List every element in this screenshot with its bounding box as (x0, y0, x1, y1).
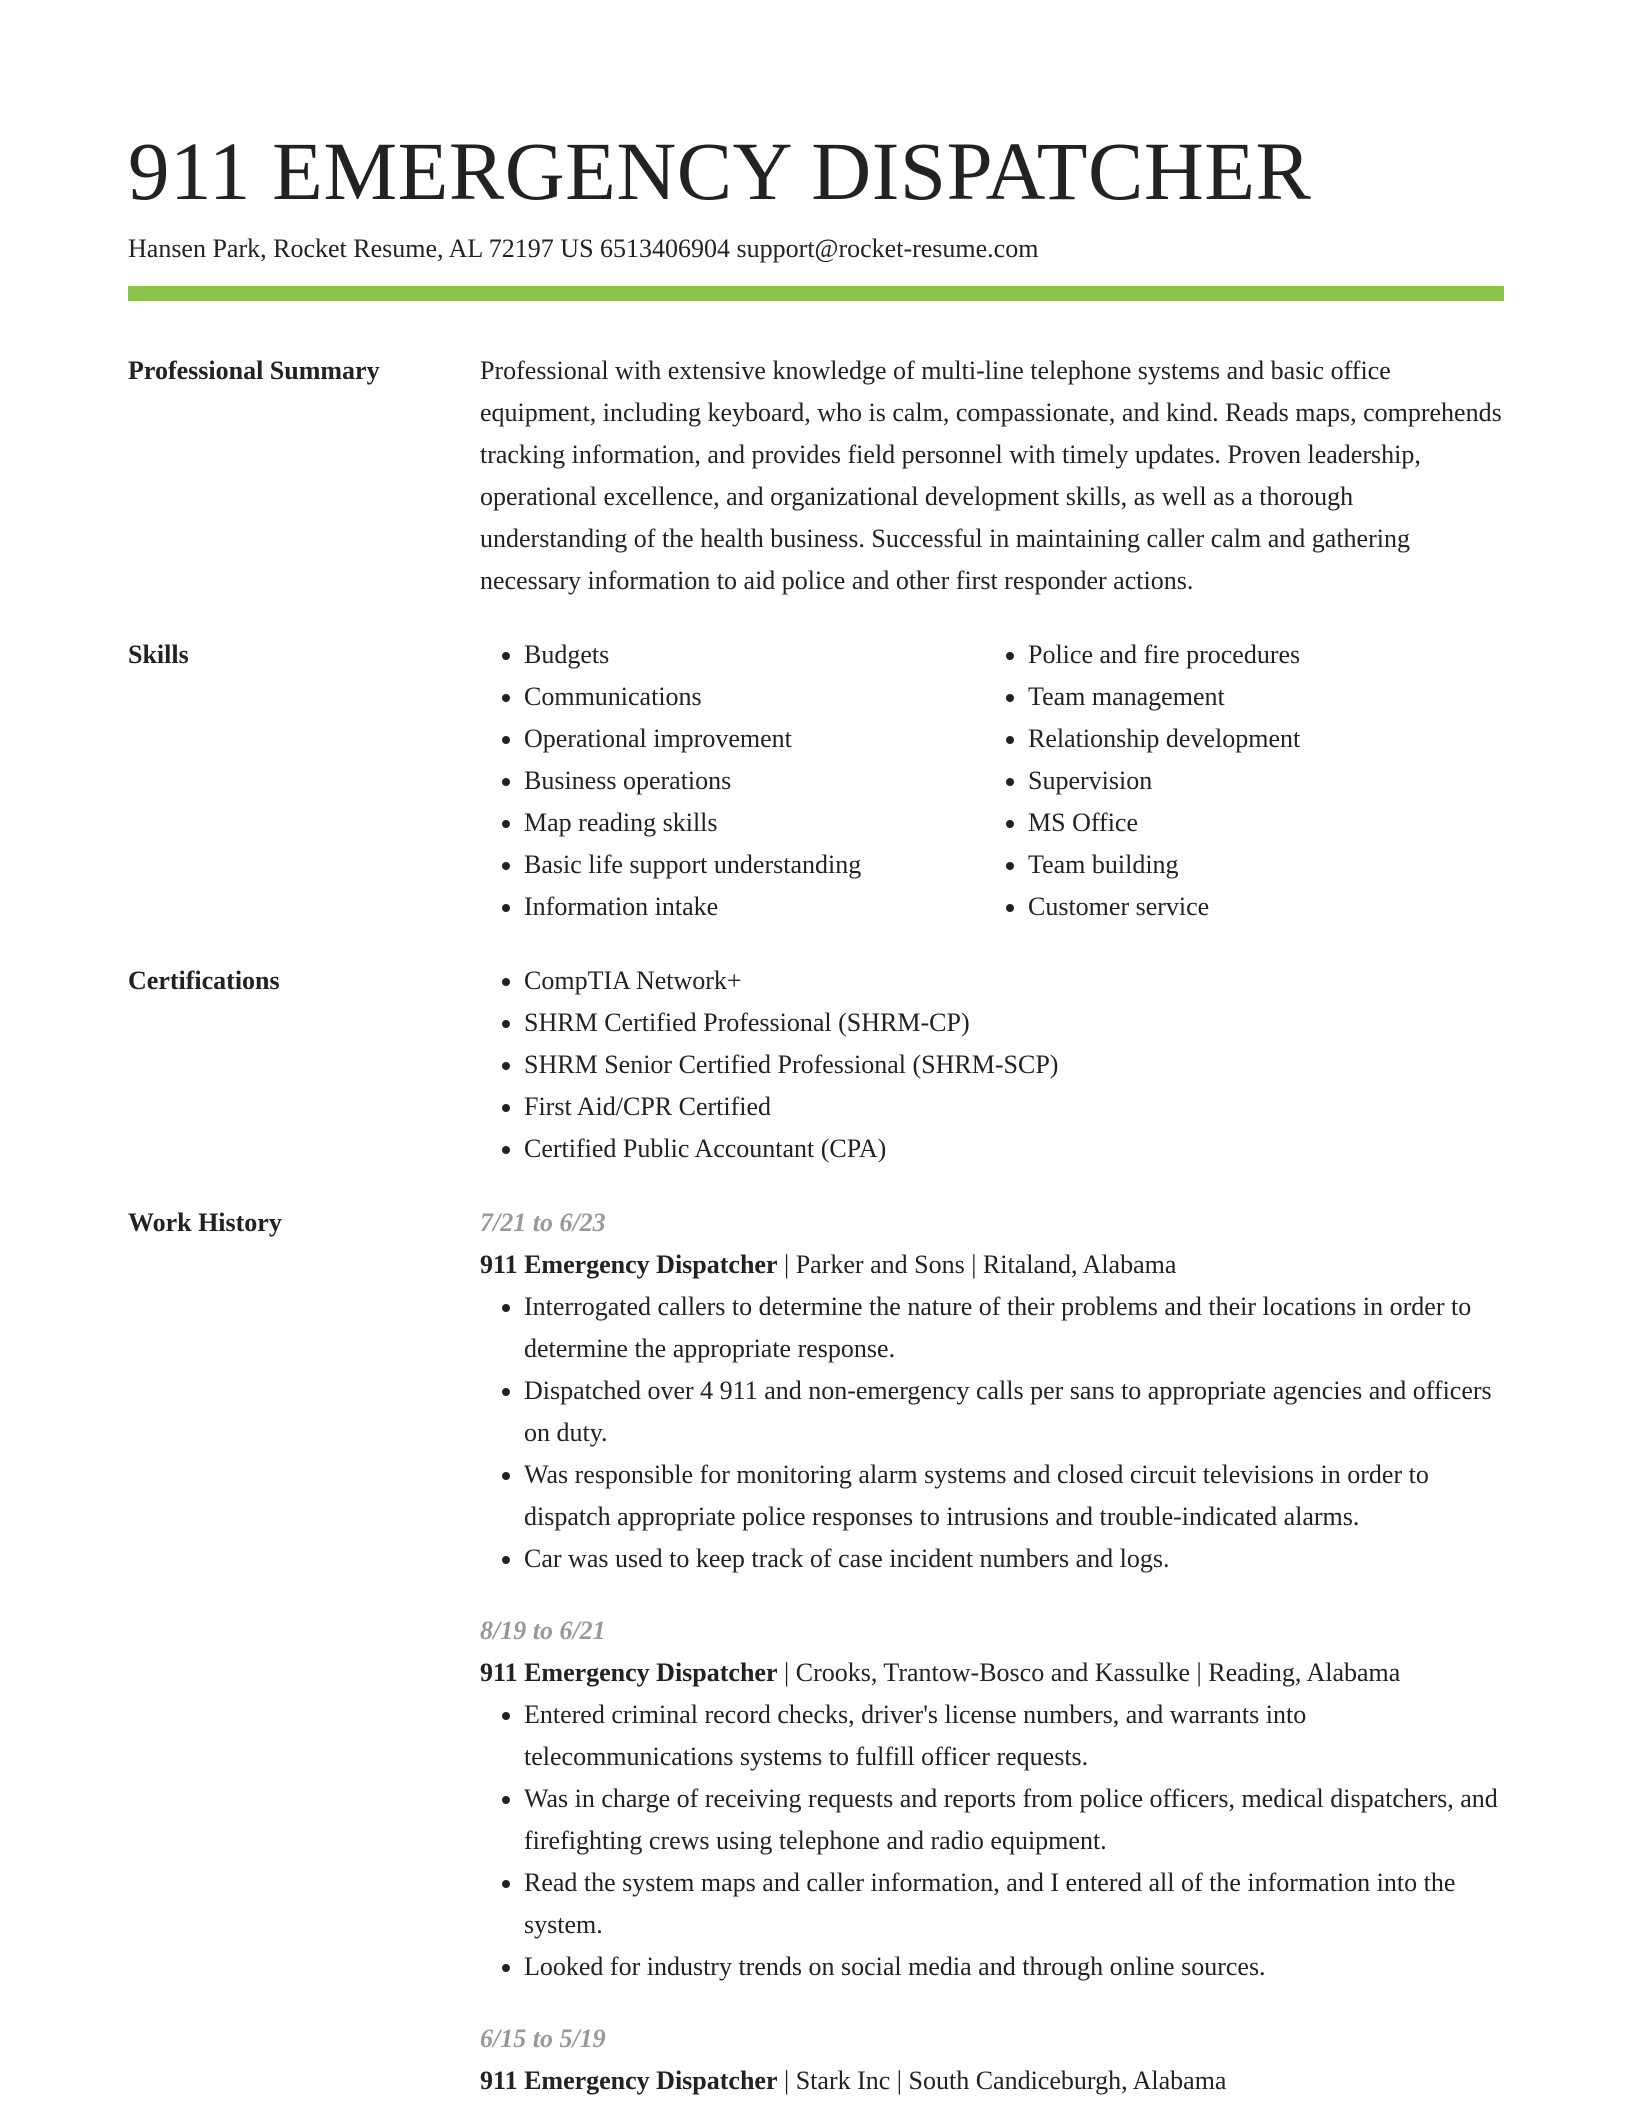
job-bullet: • Was responsible for monitoring alarm systems and closed circuit televisions in order to dispatch appropriate police responses to intrusions and trouble-indicated alarms. (524, 1454, 1504, 1538)
job-dates: 7/21 to 6/23 (480, 1208, 606, 1237)
accent-divider (128, 286, 1504, 301)
skill-item: • MS Office (1028, 802, 1528, 844)
skill-item: • Supervision (1028, 760, 1528, 802)
certification-item: • SHRM Senior Certified Professional (SHRM-SCP) (524, 1044, 1504, 1086)
skill-item: • Operational improvement (524, 718, 1024, 760)
certifications-list (480, 960, 1504, 1170)
job-entry (480, 1610, 1504, 1988)
skills-list-right (984, 634, 1528, 928)
job-dates: 6/15 to 5/19 (480, 2024, 606, 2053)
skill-item: • Basic life support understanding (524, 844, 1024, 886)
job-heading (480, 2060, 1504, 2102)
job-title: 911 Emergency Dispatcher (480, 1658, 778, 1687)
certification-item: • SHRM Certified Professional (SHRM-CP) (524, 1002, 1504, 1044)
skill-item: • Information intake (524, 886, 1024, 928)
skill-item: • Business operations (524, 760, 1024, 802)
skills-label: Skills (128, 640, 189, 669)
job-heading (480, 1244, 1504, 1286)
job-bullet: • Car was used to keep track of case incident numbers and logs. (524, 1538, 1504, 1580)
certification-item: • Certified Public Accountant (CPA) (524, 1128, 1504, 1170)
skill-item: • Map reading skills (524, 802, 1024, 844)
skill-item: • Team management (1028, 676, 1528, 718)
job-details: | Stark Inc | South Candiceburgh, Alabama (777, 2066, 1227, 2095)
job-bullet: • Entered criminal record checks, driver's license numbers, and warrants into telecommunications systems to fulfill officer requests. (524, 1694, 1504, 1778)
job-bullet: • Read the system maps and caller information, and I entered all of the information into the system. (524, 1862, 1504, 1946)
skills-list-left (480, 634, 1024, 928)
job-bullets (480, 1694, 1504, 1988)
job-bullet: • Looked for industry trends on social media and through online sources. (524, 1946, 1504, 1988)
job-details: | Crooks, Trantow-Bosco and Kassulke | Reading, Alabama (777, 1658, 1401, 1687)
certification-item: • First Aid/CPR Certified (524, 1086, 1504, 1128)
job-bullet: • Was in charge of receiving requests and reports from police officers, medical dispatchers, and firefighting crews using telephone and radio equipment. (524, 1778, 1504, 1862)
job-heading (480, 1652, 1504, 1694)
skill-item: • Police and fire procedures (1028, 634, 1528, 676)
job-title: 911 Emergency Dispatcher (480, 2066, 778, 2095)
job-entry (480, 2018, 1504, 2102)
work-history-label: Work History (128, 1208, 282, 1237)
skill-item: • Team building (1028, 844, 1528, 886)
job-dates: 8/19 to 6/21 (480, 1616, 606, 1645)
skill-item: • Communications (524, 676, 1024, 718)
job-title: 911 Emergency Dispatcher (480, 1250, 778, 1279)
resume-name: 911 EMERGENCY DISPATCHER (128, 125, 1312, 217)
job-bullet: • Dispatched over 4 911 and non-emergency calls per sans to appropriate agencies and officers on duty. (524, 1370, 1504, 1454)
summary-label: Professional Summary (128, 356, 380, 385)
skill-item: • Budgets (524, 634, 1024, 676)
job-details: | Parker and Sons | Ritaland, Alabama (777, 1250, 1177, 1279)
skill-item: • Customer service (1028, 886, 1528, 928)
certifications-label: Certifications (128, 966, 280, 995)
summary-body (480, 350, 1504, 602)
certification-item: • CompTIA Network+ (524, 960, 1504, 1002)
contact-line: Hansen Park, Rocket Resume, AL 72197 US 6513406904 support@rocket-resume.com (128, 234, 1039, 263)
certifications-body (480, 960, 1504, 1170)
job-entry (480, 1202, 1504, 1580)
job-bullets (480, 1286, 1504, 1580)
job-bullet: • Interrogated callers to determine the nature of their problems and their locations in order to determine the appropriate response. (524, 1286, 1504, 1370)
summary-text: Professional with extensive knowledge of multi-line telephone systems and basic office equipment, including keyboard, who is calm, compassionate, and kind. Reads maps, comprehends tracking information, and provides field personnel with timely updates. Proven leadership, operational excellence, and organizational development skills, as well as a thorough understanding of the health business. Successful in maintaining caller calm and gathering necessary information to aid police and other first responder actions. (480, 356, 1502, 595)
skill-item: • Relationship development (1028, 718, 1528, 760)
work-history-body (480, 1202, 1504, 2102)
